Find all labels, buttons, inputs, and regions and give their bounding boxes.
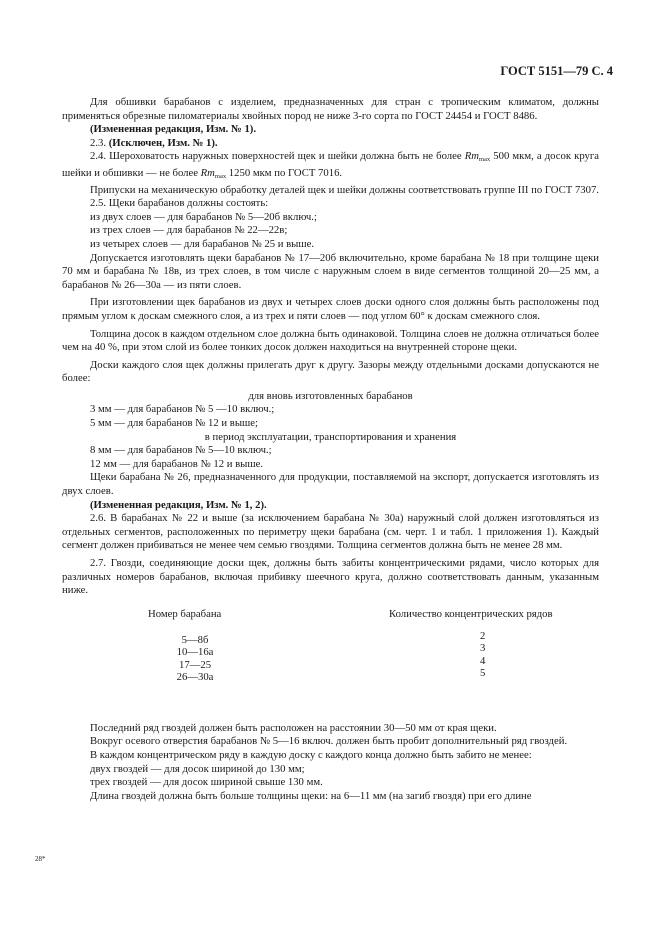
paragraph-allowed: Допускается изготовлять щеки барабанов № 17—20б включительно, кроме барабана № 18 при толщине щеки 70 мм и барабана № 18в, из трех слоев, в том числе с наружным слоем в виде сегментов толщиной 20—25 мм, а барабанов № 26—30а — из пяти слоев. bbox=[62, 251, 599, 291]
list-item: двух гвоздей — для досок шириной до 130 мм; bbox=[90, 762, 305, 775]
table-cell: 17—25 bbox=[178, 658, 212, 671]
clause-number: 2.3. bbox=[90, 136, 107, 149]
subheading-exploitation: в период эксплуатации, транспортирования и хранения bbox=[204, 430, 457, 443]
amendment-note-1: (Измененная редакция, Изм. № 1). bbox=[90, 123, 257, 136]
table-header-rows: Количество концентрических рядов bbox=[389, 607, 553, 620]
drum-number-column bbox=[170, 634, 220, 684]
clause-text: 500 мкм, а досок круга шейки и обшивки — не более bbox=[62, 150, 599, 179]
clause-text: 2.4. Шероховатость наружных поверхностей щек и шейки должна быть не более bbox=[90, 150, 465, 163]
clause-2-6: 2.6. В барабанах № 22 и выше (за исключением барабана № 30а) наружный слой должен изготовляться из отдельных сегментов, расположенных по периметру щеки барабана (см. черт. 1 и табл. 1 приложения 1). Каждый сегмент должен прибиваться не менее чем семью гвоздями. Толщина сегментов должна быть не менее 28 мм. bbox=[62, 512, 599, 552]
table-cell: 2 bbox=[480, 629, 486, 642]
clause-2-3 bbox=[62, 137, 599, 151]
paragraph-thickness: Толщина досок в каждом отдельном слое должна быть одинаковой. Толщина слоев не должна отличаться более чем на 40 %, при этом слой из более тонких досок должен находиться на внутренней стороне щеки. bbox=[62, 327, 599, 354]
clause-excluded: (Исключен, Изм. № 1). bbox=[108, 136, 218, 149]
list-item: из двух слоев — для барабанов № 5—20б включ.; bbox=[90, 210, 317, 223]
rm-subscript: max bbox=[478, 156, 491, 164]
list-item: из четырех слоев — для барабанов № 25 и выше. bbox=[90, 237, 314, 250]
table-cell: 10—16а bbox=[176, 646, 214, 659]
clause-text: 1250 мкм по ГОСТ 7016. bbox=[226, 166, 343, 179]
paragraph-nails: В каждом концентрическом ряду в каждую доску с каждого конца должно быть забито не менее: bbox=[90, 748, 532, 761]
table-cell: 5 bbox=[480, 667, 486, 680]
paragraph-nail-length: Длина гвоздей должна быть больше толщины щеки: на 6—11 мм (на загиб гвоздя) при его длине bbox=[90, 789, 532, 802]
table-cell: 4 bbox=[480, 654, 486, 667]
list-item: 12 мм — для барабанов № 12 и выше. bbox=[90, 457, 263, 470]
table-cell: 5—8б bbox=[181, 633, 209, 646]
list-item: 3 мм — для барабанов № 5 —10 включ.; bbox=[90, 403, 275, 416]
table-header-drum: Номер барабана bbox=[148, 607, 222, 620]
document-body bbox=[62, 96, 599, 803]
paragraph-allowances: Припуски на механическую обработку деталей щек и шейки должны соответствовать группе III по ГОСТ 7307. bbox=[90, 183, 600, 196]
rm-symbol: Rm bbox=[464, 150, 479, 163]
paragraph-boards: Доски каждого слоя щек должны прилегать друг к другу. Зазоры между отдельными досками допускаются не более: bbox=[62, 358, 599, 385]
subheading-new-drums: для вновь изготовленных барабанов bbox=[248, 389, 413, 402]
list-item: из трех слоев — для барабанов № 22—22в; bbox=[90, 224, 288, 237]
footer-mark: 28* bbox=[35, 855, 46, 863]
paragraph-axial: Вокруг осевого отверстия барабанов № 5—16 включ. должен быть пробит дополнительный ряд гвоздей. bbox=[90, 735, 568, 748]
table-cell: 26—30а bbox=[176, 671, 214, 684]
table-cell: 3 bbox=[480, 642, 486, 655]
clause-2-5: 2.5. Щеки барабанов должны состоять: bbox=[90, 197, 269, 210]
nail-rows-table bbox=[62, 608, 599, 708]
rm-symbol: Rm bbox=[200, 166, 215, 179]
clause-2-7: 2.7. Гвозди, соединяющие доски щек, должны быть забиты концентрическими рядами, число которых для различных номеров барабанов, включая прибивку шеечного круга, должно соответствовать данным, указанным ниже. bbox=[62, 557, 599, 597]
list-item: трех гвоздей — для досок шириной свыше 130 мм. bbox=[90, 776, 323, 789]
paragraph-last-row: Последний ряд гвоздей должен быть расположен на расстоянии 30—50 мм от края щеки. bbox=[90, 721, 497, 734]
list-item: 8 мм — для барабанов № 5—10 включ.; bbox=[90, 444, 272, 457]
row-count-column bbox=[480, 630, 500, 680]
clause-2-4 bbox=[62, 150, 599, 183]
paragraph-layers: При изготовлении щек барабанов из двух и четырех слоев доски одного слоя должны быть расположены под прямым углом к доскам смежного слоя, а из трех и пяти слоев — под углом 60° к доскам смежного слоя. bbox=[62, 296, 599, 322]
list-item: 5 мм — для барабанов № 12 и выше; bbox=[90, 417, 258, 430]
page-header: ГОСТ 5151—79 С. 4 bbox=[500, 64, 613, 78]
amendment-note-2: (Измененная редакция, Изм. № 1, 2). bbox=[90, 498, 267, 511]
paragraph-export: Щеки барабана № 26, предназначенного для продукции, поставляемой на экспорт, допускается изготовлять из двух слоев. bbox=[62, 471, 599, 498]
rm-subscript: max bbox=[214, 172, 227, 180]
paragraph-tropical: Для обшивки барабанов с изделием, предназначенных для стран с тропическим климатом, должны применяться обрезные пиломатериалы хвойных пород не ниже 3-го сорта по ГОСТ 24454 и ГОСТ 8486. bbox=[62, 96, 599, 122]
